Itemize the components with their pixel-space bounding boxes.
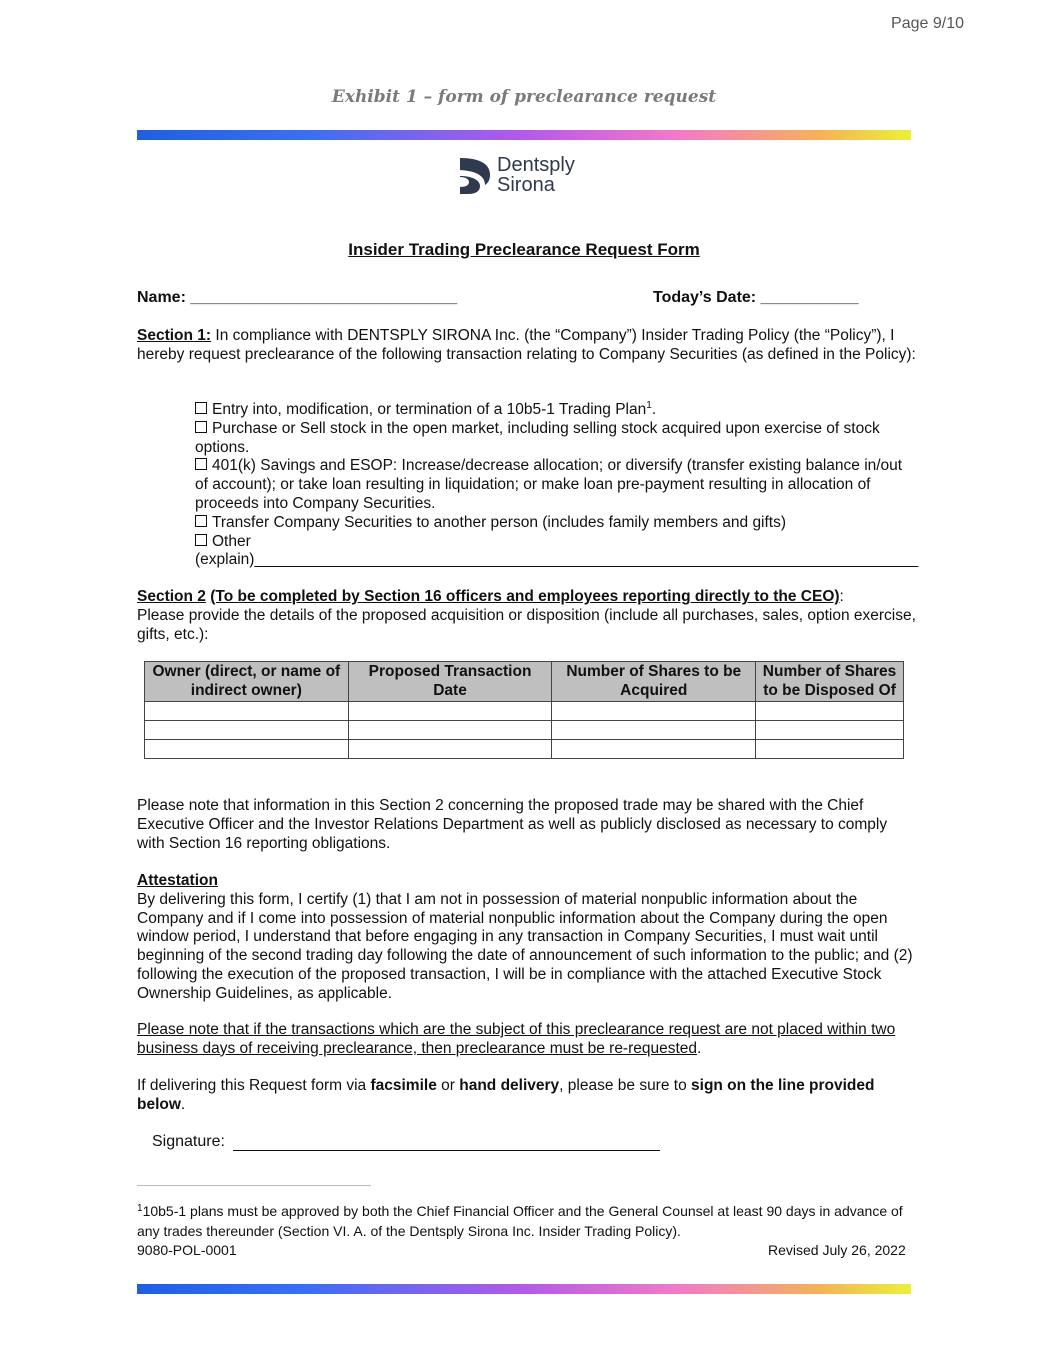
name-field[interactable] xyxy=(137,289,457,308)
table-cell[interactable] xyxy=(348,721,552,740)
signature-line[interactable] xyxy=(233,1150,660,1151)
table-cell[interactable] xyxy=(552,721,756,740)
table-cell[interactable] xyxy=(552,740,756,759)
table-cell[interactable] xyxy=(552,702,756,721)
transaction-table xyxy=(144,661,904,759)
section2-label: Section 2 xyxy=(137,588,206,605)
checkbox-icon[interactable] xyxy=(195,402,207,414)
footnote xyxy=(137,1201,917,1241)
table-cell[interactable] xyxy=(145,740,349,759)
footnote-ref: 1 xyxy=(646,399,652,411)
col-transaction-date: Proposed Transaction Date xyxy=(348,662,552,702)
signature-label: Signature: xyxy=(152,1133,225,1150)
attestation-block xyxy=(137,872,917,1004)
name-label: Name: xyxy=(137,289,186,306)
checkbox-icon[interactable] xyxy=(195,515,207,527)
date-label: Today’s Date: xyxy=(653,289,757,306)
header-gradient-bar xyxy=(137,130,911,140)
table-cell[interactable] xyxy=(348,740,552,759)
logo-line2: Sirona xyxy=(497,174,555,196)
footer-gradient-bar xyxy=(137,1284,911,1294)
table-cell[interactable] xyxy=(756,740,904,759)
logo-line1: Dentsply xyxy=(497,154,575,176)
section2-heading: (To be completed by Section 16 officers and employees reporting directly to the CEO) xyxy=(210,588,840,605)
logo-wordmark xyxy=(497,155,575,195)
checkbox-icon[interactable] xyxy=(195,534,207,546)
col-owner: Owner (direct, or name of indirect owner) xyxy=(145,662,349,702)
checkbox-icon[interactable] xyxy=(195,458,207,470)
page-number: Page 9/10 xyxy=(891,15,964,32)
exhibit-title: Exhibit 1 – form of preclearance request xyxy=(331,87,717,107)
table-header-row xyxy=(145,662,904,702)
table-cell[interactable] xyxy=(348,702,552,721)
delivery-note: If delivering this Request form via facsimile or hand delivery, please be sure to sign on the line provided below. xyxy=(137,1077,875,1113)
attestation-text: By delivering this form, I certify (1) that I am not in possession of material nonpublic information about the Company and if I come into possession of material nonpublic information about the Company during the open window period, I understand that before engaging in any transaction in Company Securities, I must wait until beginning of the second trading day following the date of announcement of such information to the public; and (2) following the execution of the proposed transaction, I will be in compliance with the attached Executive Stock Ownership Guidelines, as applicable. xyxy=(137,890,913,1002)
table-cell[interactable] xyxy=(145,702,349,721)
table-row xyxy=(145,702,904,721)
document-id: 9080-POL-0001 xyxy=(137,1242,237,1258)
table-row xyxy=(145,721,904,740)
section2-note: Please note that information in this Section 2 concerning the proposed trade may be shared with the Chief Executive Officer and the Investor Relations Department as well as publicly disclosed as necessary to comply with Section 16 reporting obligations. xyxy=(137,797,888,852)
dentsply-sirona-logo-icon xyxy=(458,156,492,196)
footnote-number: 1 xyxy=(137,1203,143,1214)
section1-options xyxy=(195,399,919,570)
table-cell[interactable] xyxy=(756,721,904,740)
table-row xyxy=(145,740,904,759)
footnote-divider xyxy=(137,1185,371,1186)
option-open-market[interactable]: Purchase or Sell stock in the open market, including selling stock acquired upon exercise of stock options. xyxy=(195,419,880,456)
option-trading-plan[interactable]: Entry into, modification, or termination of a 10b5-1 Trading Plan$^1$. xyxy=(195,401,915,420)
option-transfer[interactable]: Transfer Company Securities to another person (includes family members and gifts) xyxy=(195,514,915,533)
section1-intro xyxy=(137,327,917,365)
checkbox-icon[interactable] xyxy=(195,421,207,433)
table-cell[interactable] xyxy=(145,721,349,740)
attestation-heading: Attestation xyxy=(137,872,218,889)
date-blank[interactable]: ___________ xyxy=(760,289,859,306)
col-shares-disposed: Number of Shares to be Disposed Of xyxy=(756,662,904,702)
name-blank[interactable]: ______________________________ xyxy=(190,289,458,306)
section1-label: Section 1: xyxy=(137,327,212,344)
revised-date: Revised July 26, 2022 xyxy=(768,1242,906,1258)
section1-text: In compliance with DENTSPLY SIRONA Inc. (the “Company”) Insider Trading Policy (the “Policy”), I hereby request preclearance of the following transaction relating to Company Securities (as defined in the Policy): xyxy=(137,327,916,363)
section2-text: Please provide the details of the proposed acquisition or disposition (include all purchases, sales, option exercise, gifts, etc.): xyxy=(137,606,916,643)
option-other[interactable]: Other xyxy=(195,533,915,552)
col-shares-acquired: Number of Shares to be Acquired xyxy=(552,662,756,702)
footnote-text: 10b5-1 plans must be approved by both the Chief Financial Officer and the General Counsel at least 90 days in advance of any trades thereunder (Section VI. A. of the Dentsply Sirona Inc. Insider Trading Policy). xyxy=(137,1203,903,1239)
section2-intro: Section 2 (To be completed by Section 16 officers and employees reporting directly to the CEO): Please provide the details of the proposed acquisition or disposition (include all purchases, sales, option exercise, gifts, etc.): xyxy=(137,588,916,643)
option-401k-esop[interactable]: 401(k) Savings and ESOP: Increase/decrease allocation; or diversify (transfer existing balance in/out of account); or take loan resulting in liquidation; or make loan pre-payment resulting in allocation of proceeds into Company Securities. xyxy=(195,457,903,512)
date-field[interactable] xyxy=(653,289,858,308)
explain-field[interactable]: (explain)_____________________________________________________________________________ xyxy=(195,551,919,569)
table-cell[interactable] xyxy=(756,702,904,721)
re-request-note: Please note that if the transactions which are the subject of this preclearance request are not placed within two business days of receiving preclearance, then preclearance must be re-requested. xyxy=(137,1021,896,1057)
form-title: Insider Trading Preclearance Request Form xyxy=(348,240,700,259)
